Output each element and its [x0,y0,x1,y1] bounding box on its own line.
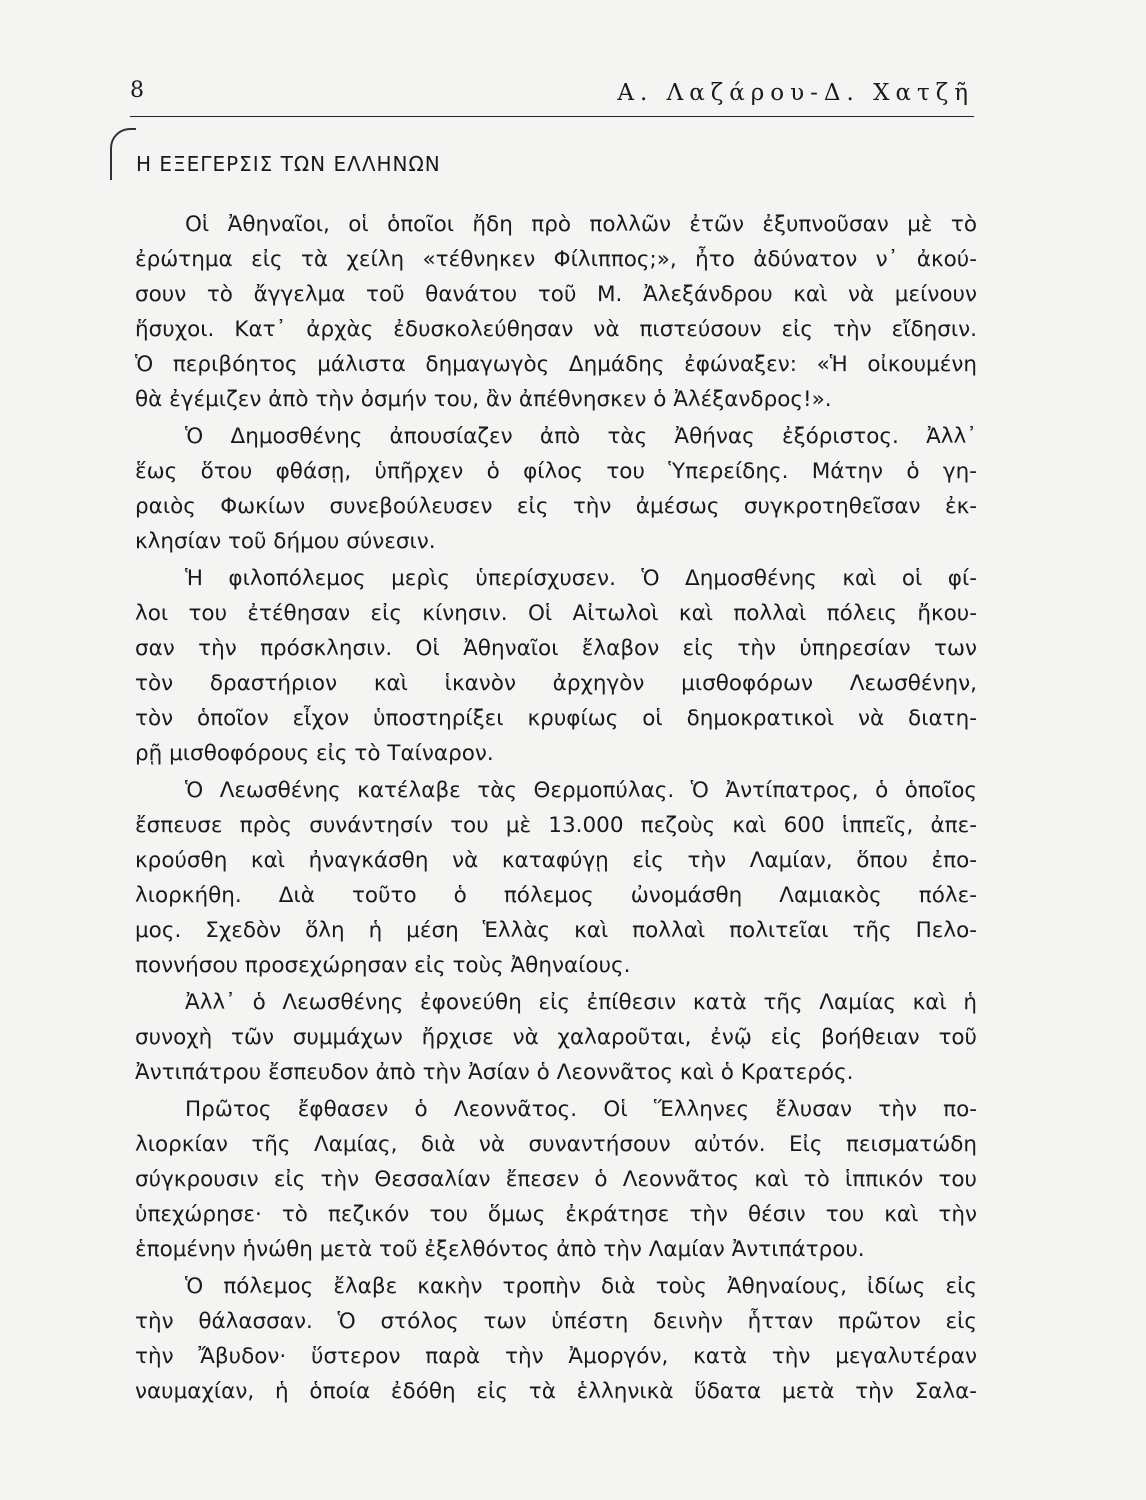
text-line: τὴν Ἄβυδον· ὕστερον παρὰ τὴν Ἀμοργόν, κατὰ τὴν μεγαλυτέραν [135,1344,977,1369]
text-line: Ὁ πόλεμος ἔλαβε κακὴν τροπὴν διὰ τοὺς Ἀθηναίους, ἰδίως εἰς [185,1274,977,1299]
text-line: σαν τὴν πρόσκλησιν. Οἱ Ἀθηναῖοι ἔλαβον εἰς τὴν ὑπηρεσίαν των [135,636,977,661]
paragraph [135,207,977,417]
paragraph [135,985,977,1090]
text-line: λοι του ἐτέθησαν εἰς κίνησιν. Οἱ Αἰτωλοὶ καὶ πολλαὶ πόλεις ἤκου- [135,601,977,626]
text-line: θὰ ἐγέμιζεν ἀπὸ τὴν ὀσμήν του, ἂν ἀπέθνησκεν ὁ Ἀλέξανδρος!». [135,387,832,412]
text-line: Ἀλλ᾽ ὁ Λεωσθένης ἐφονεύθη εἰς ἐπίθεσιν κατὰ τῆς Λαμίας καὶ ἡ [185,990,977,1015]
text-line: ρῇ μισθοφόρους εἰς τὸ Ταίναρον. [135,741,494,766]
text-line: ἕως ὅτου φθάσῃ, ὑπῆρχεν ὁ φίλος του Ὑπερείδης. Μάτην ὁ γη- [135,459,977,484]
paragraph [135,1092,977,1267]
text-line: Οἱ Ἀθηναῖοι, οἱ ὁποῖοι ἤδη πρὸ πολλῶν ἐτῶν ἐξυπνοῦσαν μὲ τὸ [185,212,977,237]
text-line: μος. Σχεδὸν ὅλη ἡ μέση Ἑλλὰς καὶ πολλαὶ πολιτεῖαι τῆς Πελο- [135,918,977,943]
text-line: ναυμαχίαν, ἡ ὁποία ἐδόθη εἰς τὰ ἑλληνικὰ ὕδατα μετὰ τὴν Σαλα- [135,1379,977,1404]
text-line: Ἀντιπάτρου ἔσπευδον ἀπὸ τὴν Ἀσίαν ὁ Λεοννᾶτος καὶ ὁ Κρατερός. [135,1060,854,1085]
paragraph [135,419,977,559]
running-head: Α. Λαζάρου-Δ. Χατζῆ [617,80,974,106]
paragraph [135,561,977,771]
paragraph [135,1269,977,1409]
text-line: Ὁ περιβόητος μάλιστα δημαγωγὸς Δημάδης ἐφώναξεν: «Ἡ οἰκουμένη [135,352,977,377]
paragraph [135,773,977,983]
header-rule [130,116,974,117]
text-line: σουν τὸ ἄγγελμα τοῦ θανάτου τοῦ Μ. Ἀλεξάνδρου καὶ νὰ μείνουν [135,282,977,307]
text-line: Ὁ Λεωσθένης κατέλαβε τὰς Θερμοπύλας. Ὁ Ἀντίπατρος, ὁ ὁποῖος [185,778,977,803]
text-line: Ἡ φιλοπόλεμος μερὶς ὑπερίσχυσεν. Ὁ Δημοσθένης καὶ οἱ φί- [185,566,977,591]
text-line: ἐρώτημα εἰς τὰ χείλη «τέθνηκεν Φίλιππος;», ἦτο ἀδύνατον ν᾽ ἀκού- [135,247,977,272]
margin-bracket-mark [110,128,136,180]
text-line: ἑπομένην ἡνώθη μετὰ τοῦ ἐξελθόντος ἀπὸ τὴν Λαμίαν Ἀντιπάτρου. [135,1237,865,1262]
text-line: τὴν θάλασσαν. Ὁ στόλος των ὑπέστη δεινὴν ἧτταν πρῶτον εἰς [135,1309,977,1334]
text-line: σύγκρουσιν εἰς τὴν Θεσσαλίαν ἔπεσεν ὁ Λεοννᾶτος καὶ τὸ ἱππικόν του [135,1167,977,1192]
text-line: ἔσπευσε πρὸς συνάντησίν του μὲ 13.000 πεζοὺς καὶ 600 ἱππεῖς, ἀπε- [135,813,977,838]
text-line: ὑπεχώρησε· τὸ πεζικόν του ὅμως ἐκράτησε τὴν θέσιν του καὶ τὴν [135,1202,977,1227]
text-line: κρούσθη καὶ ἠναγκάσθη νὰ καταφύγῃ εἰς τὴν Λαμίαν, ὅπου ἐπο- [135,848,977,873]
text-line: ραιὸς Φωκίων συνεβούλευσεν εἰς τὴν ἀμέσως συγκροτηθεῖσαν ἐκ- [135,494,977,519]
section-title: Η ΕΞΕΓΕΡΣΙΣ ΤΩΝ ΕΛΛΗΝΩΝ [136,152,441,176]
text-line: Ὁ Δημοσθένης ἀπουσίαζεν ἀπὸ τὰς Ἀθήνας ἐξόριστος. Ἀλλ᾽ [185,424,977,449]
text-line: ποννήσου προσεχώρησαν εἰς τοὺς Ἀθηναίους. [135,953,631,978]
text-line: λιορκίαν τῆς Λαμίας, διὰ νὰ συναντήσουν αὐτόν. Εἰς πεισματώδη [135,1132,977,1157]
text-line: Πρῶτος ἔφθασεν ὁ Λεοννᾶτος. Οἱ Ἕλληνες ἔλυσαν τὴν πο- [185,1097,977,1122]
text-line: λιορκήθη. Διὰ τοῦτο ὁ πόλεμος ὠνομάσθη Λαμιακὸς πόλε- [135,883,977,908]
text-line: συνοχὴ τῶν συμμάχων ἤρχισε νὰ χαλαροῦται, ἐνῷ εἰς βοήθειαν τοῦ [135,1025,977,1050]
text-line: κλησίαν τοῦ δήμου σύνεσιν. [135,529,436,554]
text-line: τὸν δραστήριον καὶ ἱκανὸν ἀρχηγὸν μισθοφόρων Λεωσθένην, [135,671,977,696]
text-line: τὸν ὁποῖον εἶχον ὑποστηρίξει κρυφίως οἱ δημοκρατικοὶ νὰ διατη- [135,706,977,731]
text-line: ἥσυχοι. Κατ᾽ ἀρχὰς ἐδυσκολεύθησαν νὰ πιστεύσουν εἰς τὴν εἴδησιν. [135,317,977,342]
body-text [135,207,977,1411]
page-number: 8 [130,78,144,103]
